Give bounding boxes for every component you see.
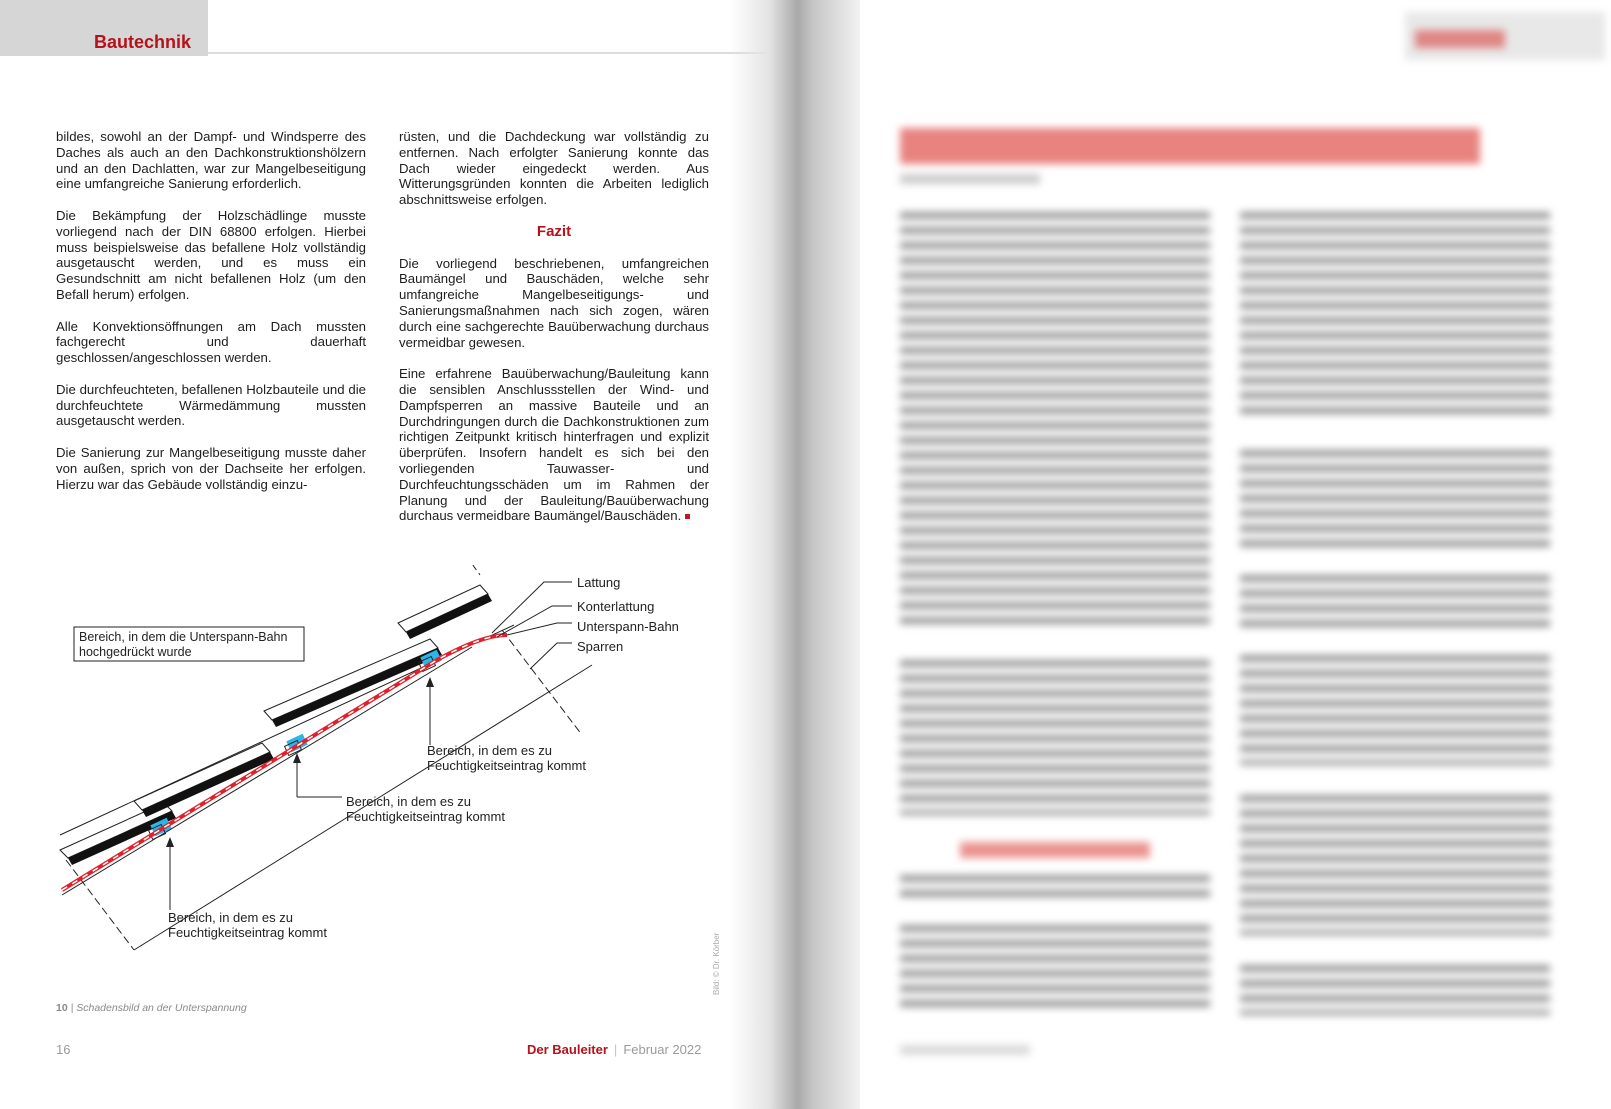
blurred-subheading <box>960 842 1150 858</box>
paragraph: rüsten, und die Dachdeckung war vollständig zu entfernen. Nach erfolgter Sanierung konnte das Dach wieder eingedeckt werden. Aus Witterungsgründen konnten die Arbeiten lediglich abschnittsweise erfolgen. <box>399 129 709 208</box>
blurred-headline <box>900 128 1480 164</box>
label-unterspann: Unterspann-Bahn <box>577 619 679 634</box>
blurred-text-block <box>1240 965 1550 1015</box>
roof-tile-shadow <box>68 811 176 865</box>
leader-line <box>497 606 572 637</box>
figure-caption: 10 | Schadensbild an der Unterspannung <box>56 1002 247 1014</box>
blurred-text-block <box>900 875 1210 903</box>
issue-date: Februar 2022 <box>623 1042 702 1057</box>
section-heading: Fazit <box>536 222 572 240</box>
left-page <box>0 0 790 1109</box>
arrowhead-icon <box>426 677 434 687</box>
label-lattung: Lattung <box>577 575 621 590</box>
section-tab <box>0 0 208 56</box>
footer-separator: | <box>613 1042 618 1057</box>
paragraph: Alle Konvektionsöffnungen am Dach mussten fachgerecht und dauerhaft geschlossen/angeschlossen werden. <box>56 318 366 366</box>
caption-number: 10 <box>56 1002 68 1014</box>
guide-line <box>66 860 134 950</box>
right-page-blurred <box>860 0 1611 1109</box>
paragraph: Die Sanierung zur Mangelbeseitigung musste daher von außen, sprich von der Dachseite her erfolgen. Hierzu war das Gebäude vollständig einzu- <box>56 444 366 492</box>
label-sparren: Sparren <box>577 639 624 654</box>
callout-line-2: Feuchtigkeitseintrag kommt <box>427 758 586 773</box>
blurred-text-block <box>1240 655 1550 765</box>
footer-imprint <box>527 1042 701 1057</box>
blurred-text-block <box>900 925 1210 1015</box>
blurred-text-block <box>1240 212 1550 422</box>
header-rule <box>208 52 783 54</box>
label-box-line-2: hochgedrückt wurde <box>79 645 192 659</box>
page-number: 16 <box>56 1042 71 1057</box>
blurred-text-block <box>900 660 1210 815</box>
blurred-footer <box>900 1045 1030 1055</box>
blurred-text-block <box>1240 450 1550 550</box>
section-title: Bautechnik <box>94 32 192 52</box>
blurred-text-block <box>1240 795 1550 935</box>
roof-diagram <box>52 565 732 1005</box>
text-column-1 <box>56 129 366 508</box>
blurred-subline <box>900 174 1040 184</box>
callout-line-1: Bereich, in dem es zu <box>346 794 472 809</box>
end-mark-icon <box>685 514 690 519</box>
callout-line-2: Feuchtigkeitseintrag kommt <box>346 809 505 824</box>
label-box-line-1: Bereich, in dem die Unterspann-Bahn <box>79 630 288 644</box>
callout-line-2: Feuchtigkeitseintrag kommt <box>168 925 327 940</box>
blurred-tab-label <box>1415 30 1505 48</box>
paragraph: Die durchfeuchteten, befallenen Holzbauteile und die durchfeuchtete Wärmedämmung mussten ausgetauscht werden. <box>56 381 366 429</box>
callout-line-1: Bereich, in dem es zu <box>168 910 294 925</box>
arrowhead-icon <box>166 837 174 847</box>
magazine-name: Der Bauleiter <box>527 1042 608 1057</box>
label-konterlattung: Konterlattung <box>577 599 655 614</box>
page-gutter-shadow <box>730 0 860 1109</box>
rafter-line <box>62 647 472 895</box>
roof-diagram-svg <box>52 565 732 1005</box>
blurred-text-block <box>1240 575 1550 630</box>
leader-line <box>507 623 572 635</box>
blurred-content <box>860 0 1611 1109</box>
paragraph: bildes, sowohl an der Dampf- und Windsperre des Daches als auch an den Dachkonstruktionshölzern und an den Dachlatten, war zur Mangelbeseitigung eine umfangreiche Sanierung erforderlich. <box>56 129 366 192</box>
guide-line <box>502 630 582 735</box>
image-credit: Bild: © Dr. Körber <box>712 932 721 995</box>
paragraph: Die vorliegend beschriebenen, umfangreichen Baumängel und Bauschäden, welche sehr umfangreiche Mangelbeseitigungs- und Sanierungsmaßnahmen nach sich zogen, wären durch eine sachgerechte Bauüberwachung durchaus vermeidbar gewesen. <box>399 255 709 350</box>
leader-line <box>492 582 572 633</box>
paragraph <box>399 366 709 524</box>
blurred-text-block <box>900 212 1210 632</box>
callout-line-1: Bereich, in dem es zu <box>427 743 553 758</box>
guide-line <box>467 565 480 575</box>
text-column-2 <box>399 129 709 540</box>
paragraph: Die Bekämpfung der Holzschädlinge musste vorliegend nach der DIN 68800 erfolgen. Hierbei muss beispielsweise das befallene Holz vollständig ausgetauscht werden, und es muss ein Gesundschnitt am nicht befallenen Holz (um den Befall herum) erfolgen. <box>56 207 366 302</box>
leader-line <box>530 643 572 669</box>
caption-text: Schadensbild an der Unterspannung <box>76 1002 247 1014</box>
paragraph-text: Eine erfahrene Bauüberwachung/Bauleitung kann die sensiblen Anschlussstellen der Wind- und Dampfsperren an massive Bauteile und an Durchdringungen durch die Dachkonstruktionen zum richtigen Zeitpunkt kritisch hinterfragen und explizit überprüfen. Insofern handelt es sich bei den vorliegenden Tauwasser- und Durchfeuchtungsschäden um im Rahmen der Planung und der Bauleitung/Bauüberwachung durchaus vermeidbare Baumängel/Bauschäden. <box>399 366 709 524</box>
